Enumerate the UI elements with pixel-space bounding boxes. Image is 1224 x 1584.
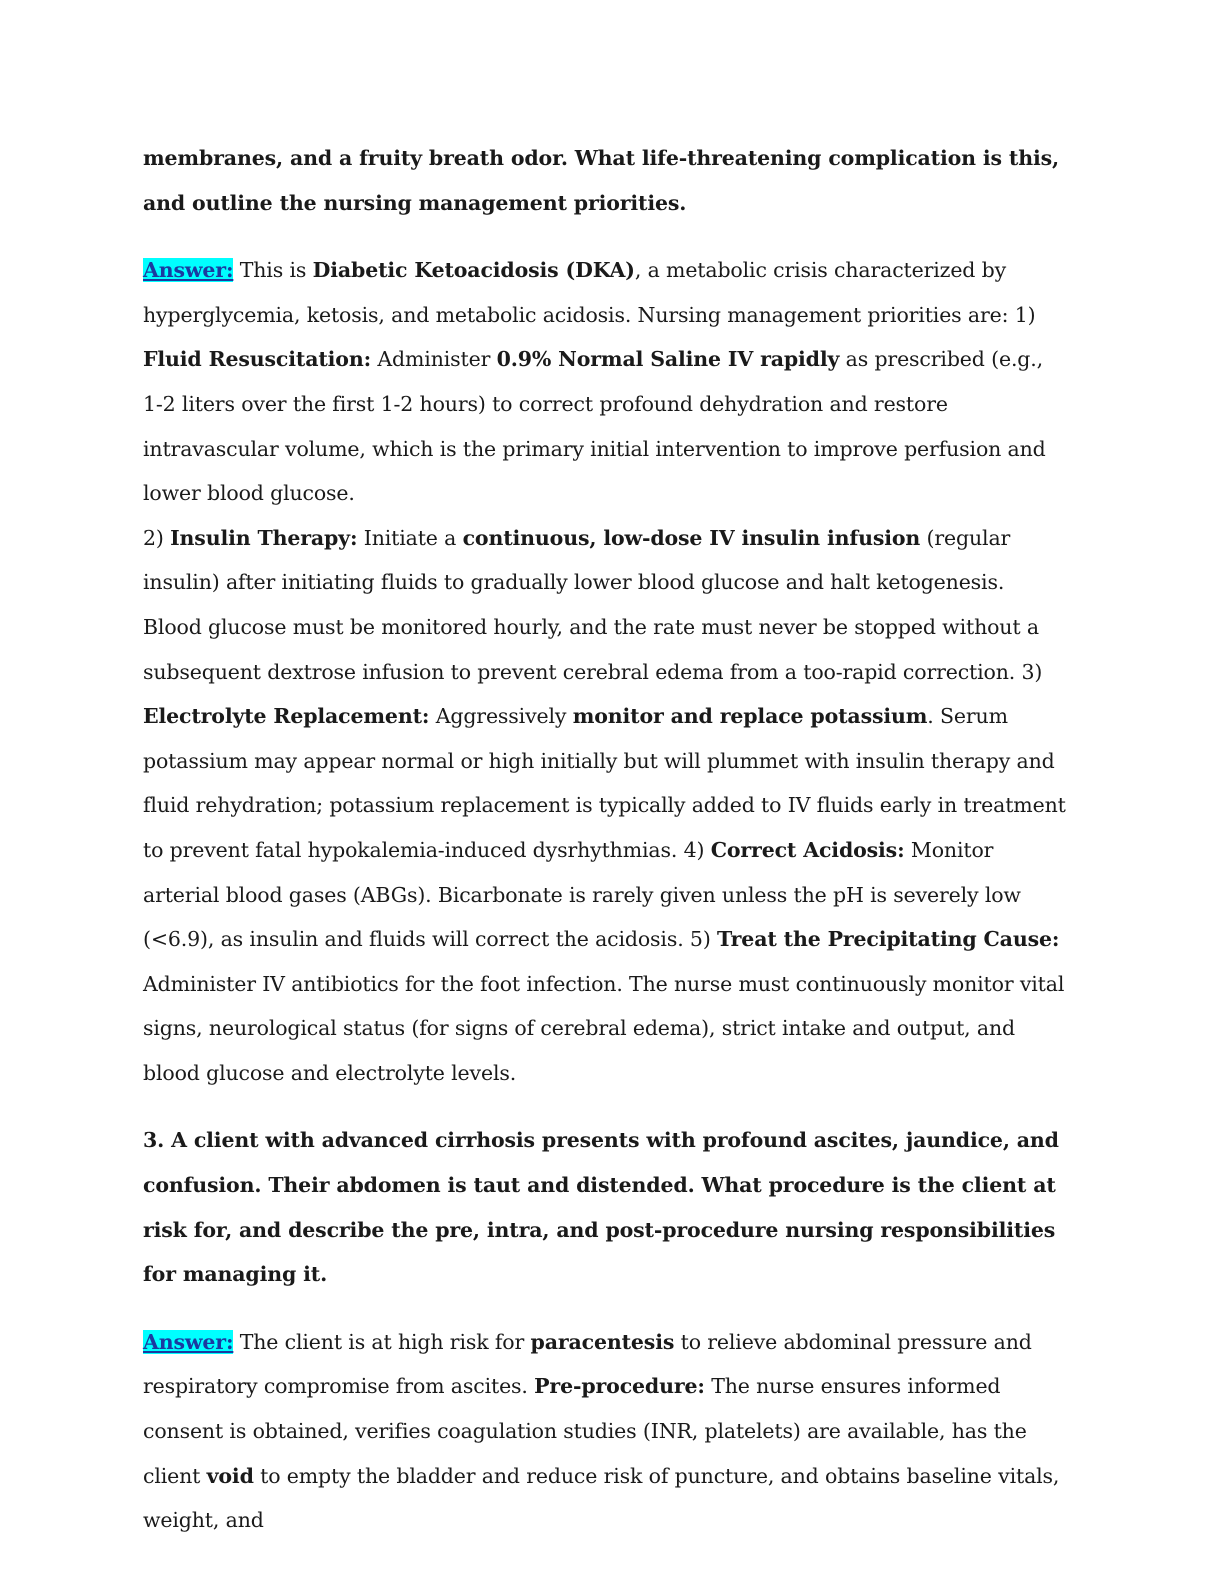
answer-2-text: . Serum potassium may appear normal or high initially but will plummet with insulin therapy and fluid rehydration; potassium replacement is typically added to IV fluids early in treatment to prevent fatal hypokalemia-induced dysrhythmias. 4) xyxy=(143,704,1066,862)
answer-2-text: Monitor arterial blood gases (ABGs). Bicarbonate is rarely given unless the pH is severely low (<6.9), as insulin and fluids will correct the acidosis. 5) xyxy=(143,837,1021,952)
answer-2-text: , a metabolic crisis characterized by hyperglycemia, ketosis, and metabolic acidosis. Nursing management priorities are: 1) xyxy=(143,258,1036,327)
answer-3-text: The nurse ensures informed consent is obtained, verifies coagulation studies (INR, platelets) are available, has the client xyxy=(143,1374,1027,1488)
answer-3-bold-void: void xyxy=(206,1463,254,1488)
answer-3-text: The client is at high risk for xyxy=(233,1329,531,1354)
answer-2-bold-fluid: Fluid Resuscitation: xyxy=(143,347,371,372)
answer-2-text: as prescribed (e.g., 1-2 liters over the first 1-2 hours) to correct profound dehydration and restore intravascular volume, which is the primary initial intervention to improve perfusion and lower blood glucose. xyxy=(143,347,1046,506)
answer-2-text: Administer xyxy=(371,347,497,372)
answer-2-paragraph xyxy=(143,248,1068,1095)
question-3 xyxy=(143,1118,1068,1296)
answer-3-text: to relieve abdominal pressure and respiratory compromise from ascites. xyxy=(143,1329,1032,1399)
answer-2-bold-infusion: continuous, low-dose IV insulin infusion xyxy=(462,525,921,550)
paragraph-gap xyxy=(143,225,1068,248)
document-page xyxy=(143,136,1068,1543)
answer-2-bold-insulin: Insulin Therapy: xyxy=(170,525,358,550)
answer-2-text: This is xyxy=(239,258,313,283)
answer-2-bold-electrolyte: Electrolyte Replacement: xyxy=(143,704,430,729)
answer-3-paragraph xyxy=(143,1320,1068,1543)
answer-2-text: 2) xyxy=(143,525,171,550)
answer-2-bold-acidosis: Correct Acidosis: xyxy=(710,837,905,862)
answer-label: Answer: xyxy=(143,1329,234,1354)
answer-3-text: to empty the bladder and reduce risk of puncture, and obtains baseline vitals, weight, and xyxy=(143,1463,1060,1533)
question-3-text: 3. A client with advanced cirrhosis presents with profound ascites, jaundice, and confusion. Their abdomen is taut and distended. What procedure is the client at risk for, and describe the pre, intra, and post-procedure nursing responsibilities for managing it. xyxy=(143,1128,1059,1287)
answer-2-bold-dka: Diabetic Ketoacidosis (DKA) xyxy=(312,258,635,283)
answer-3-bold-paracentesis: paracentesis xyxy=(530,1329,675,1354)
answer-2-bold-potassium: monitor and replace potassium xyxy=(572,704,928,729)
paragraph-gap xyxy=(143,1095,1068,1118)
answer-2-text: (regular insulin) after initiating fluids to gradually lower blood glucose and halt ketogenesis. Blood glucose must be monitored hourly, and the rate must never be stopped without a subsequent dextrose infusion to prevent cerebral edema from a too-rapid correction. 3) xyxy=(143,525,1043,684)
paragraph-gap xyxy=(143,1297,1068,1320)
answer-2-bold-saline: 0.9% Normal Saline IV rapidly xyxy=(496,347,840,372)
answer-3-bold-pre-procedure: Pre-procedure: xyxy=(534,1374,705,1399)
answer-2-text: Aggressively xyxy=(429,704,573,729)
answer-2-text: Initiate a xyxy=(357,525,463,550)
answer-label: Answer: xyxy=(143,258,234,283)
question-2-text: membranes, and a fruity breath odor. What life-threatening complication is this, and outline the nursing management priorities. xyxy=(143,146,1059,215)
answer-2-text: Administer IV antibiotics for the foot infection. The nurse must continuously monitor vital signs, neurological status (for signs of cerebral edema), strict intake and output, and blood glucose and electrolyte levels. xyxy=(143,971,1065,1085)
answer-2-bold-cause: Treat the Precipitating Cause: xyxy=(717,927,1060,952)
question-2-continuation xyxy=(143,136,1068,225)
